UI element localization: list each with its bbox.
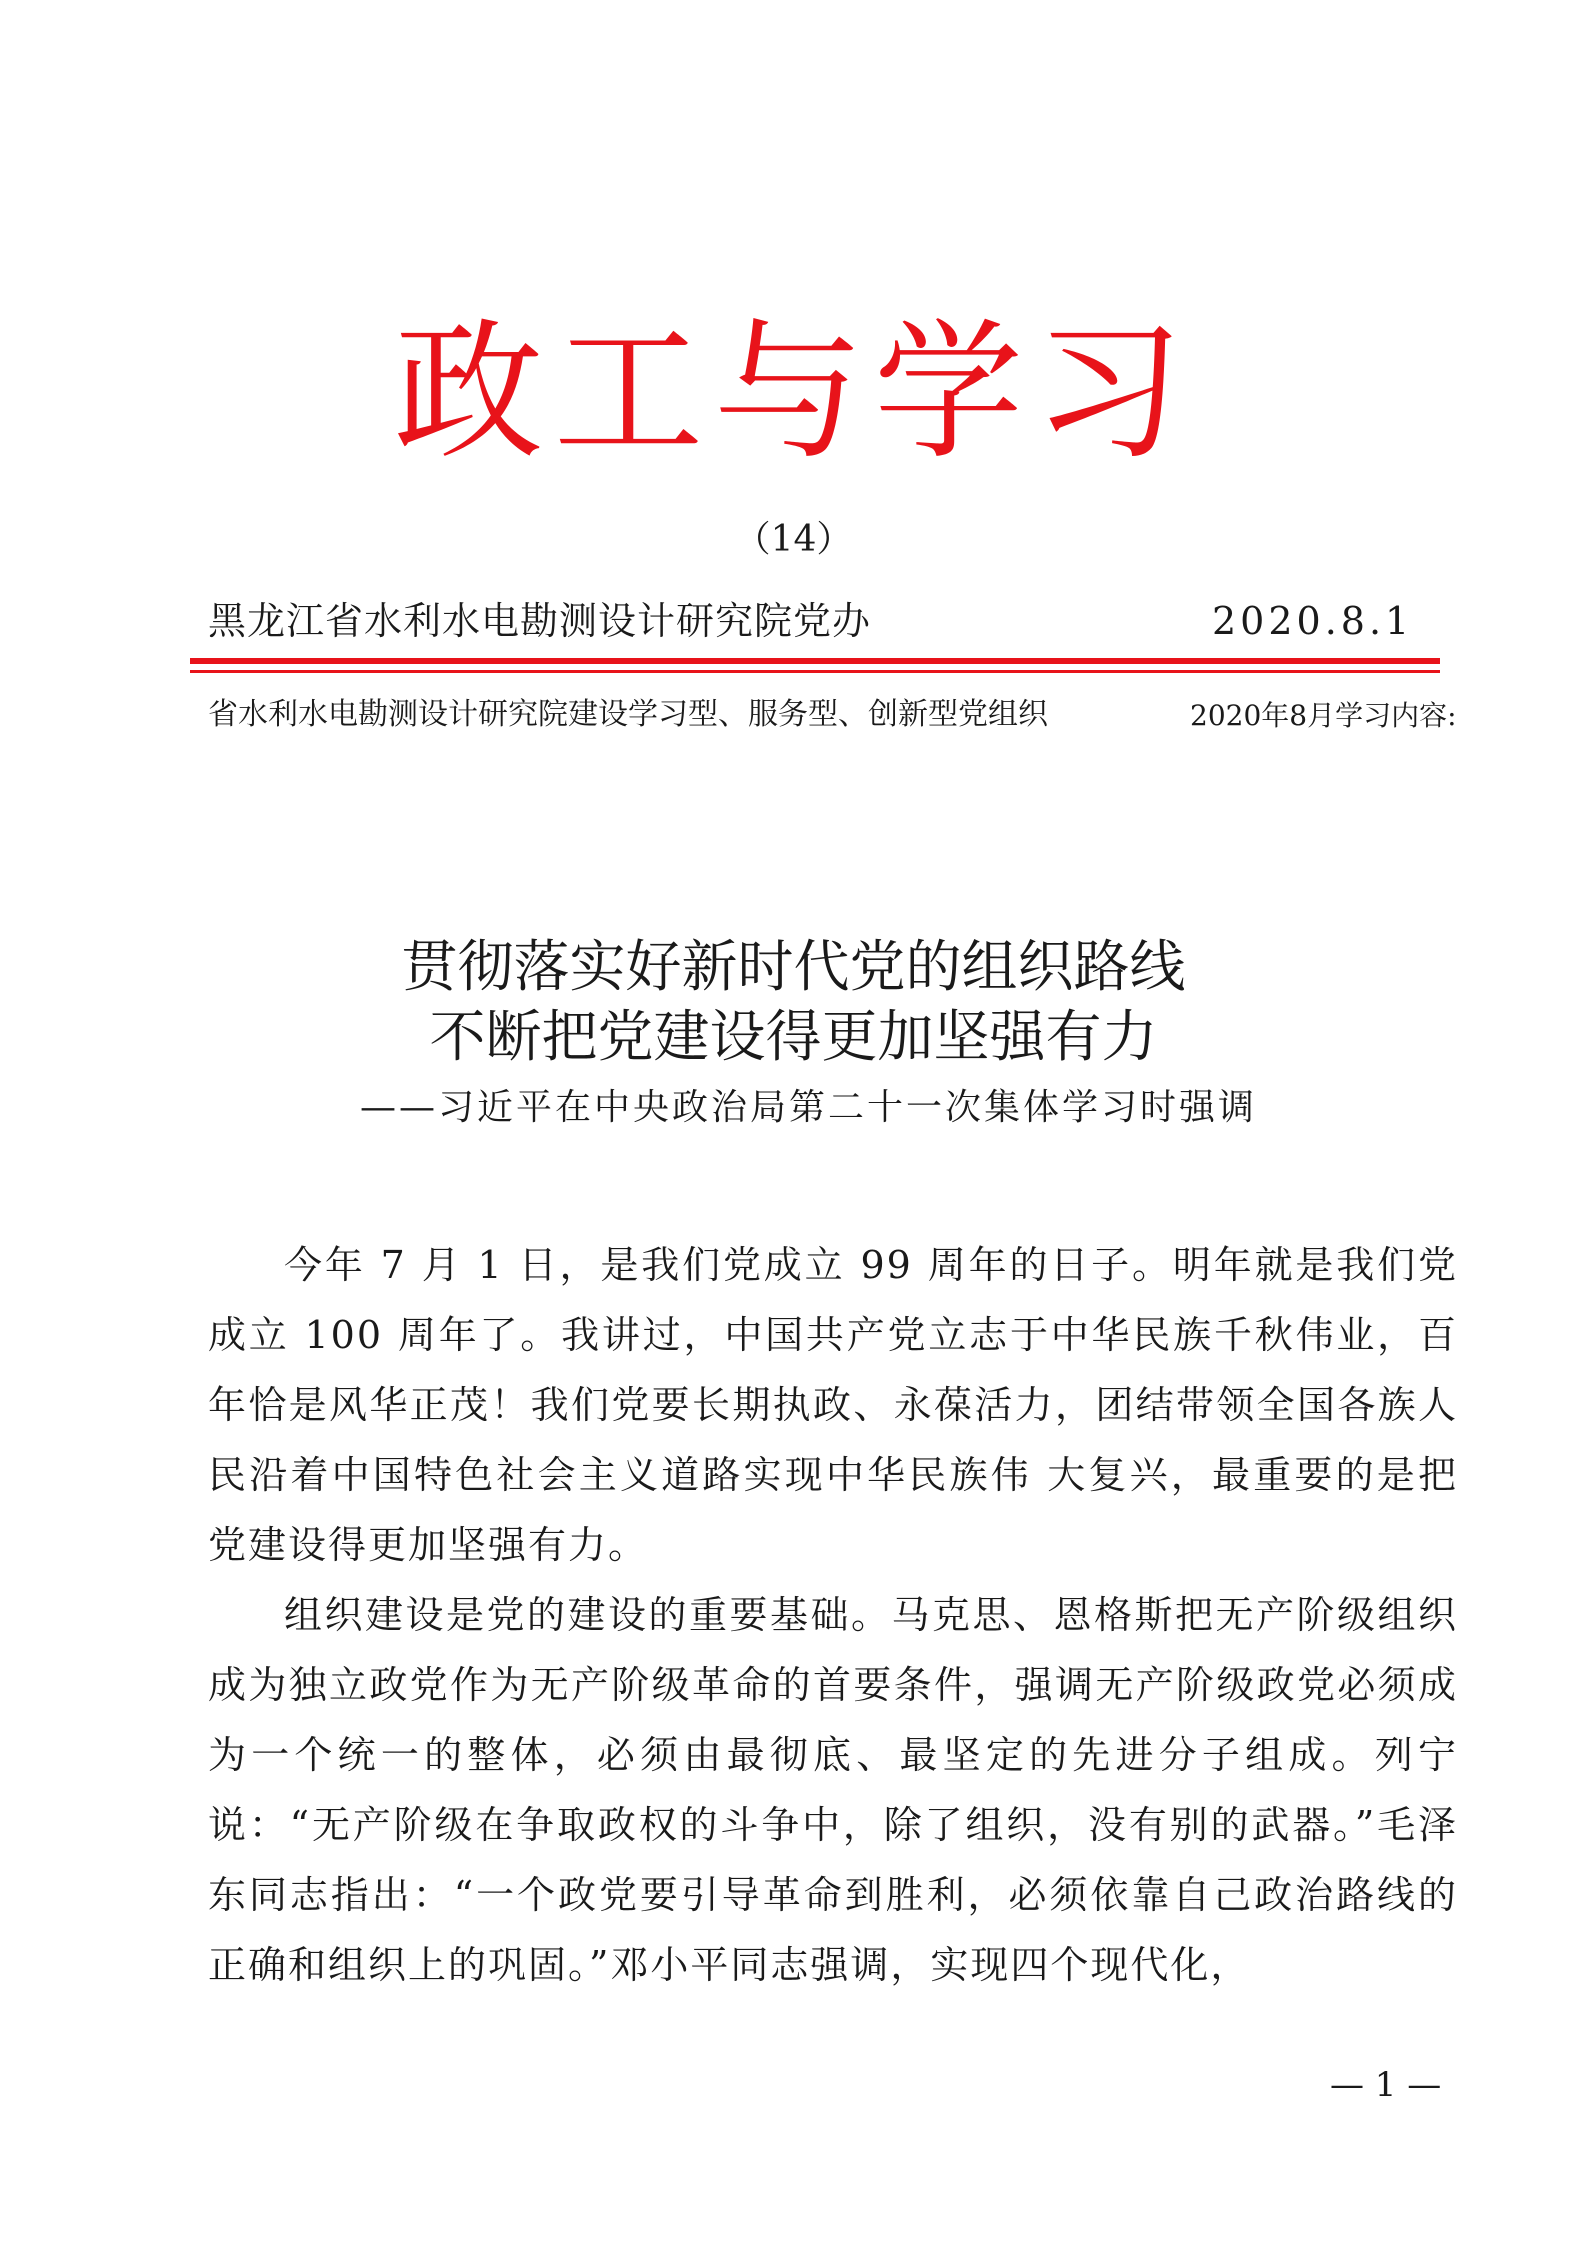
header-organization: 黑龙江省水利水电勘测设计研究院党办 — [208, 599, 872, 643]
page-number: — 1 — — [1330, 2065, 1442, 2105]
red-rule-thin — [190, 670, 1440, 673]
article-body — [208, 1230, 1458, 2000]
paragraph: 今年 7 月 1 日，是我们党成立 99 周年的日子。明年就是我们党成立 100 周年了。我讲过，中国共产党立志于中华民族千秋伟业，百年恰是风华正茂！我们党要长期执政、永葆活力，团结带领全国各族人民沿着中国特色社会主义道路实现中华民族伟 大复兴，最重要的是把党建设得更加坚强有力。 — [208, 1243, 1458, 1567]
red-rule-thick — [190, 658, 1440, 664]
article-title-line1: 贯彻落实好新时代党的组织路线 — [401, 935, 1186, 1000]
issue-number: （14） — [734, 519, 853, 560]
subheader-right: 2020年8月学习内容: — [1190, 699, 1457, 732]
paragraph: 组织建设是党的建设的重要基础。马克思、恩格斯把无产阶级组织成为独立政党作为无产阶级革命的首要条件，强调无产阶级政党必须成为一个统一的整体，必须由最彻底、最坚定的先进分子组成。列宁说：“无产阶级在争取政权的斗争中，除了组织，没有别的武器。”毛泽东同志指出：“一个政党要引导革命到胜利，必须依靠自己政治路线的正确和组织上的巩固。”邓小平同志强调，实现四个现代化， — [208, 1593, 1458, 1987]
article-subtitle: ——习近平在中央政治局第二十一次集体学习时强调 — [360, 1087, 1258, 1128]
article-title-line2: 不断把党建设得更加坚强有力 — [429, 1005, 1158, 1070]
masthead-title: 政工与学习 — [393, 306, 1194, 480]
subheader-left: 省水利水电勘测设计研究院建设学习型、服务型、创新型党组织 — [208, 697, 1048, 732]
header-date: 2020.8.1 — [1212, 599, 1414, 643]
